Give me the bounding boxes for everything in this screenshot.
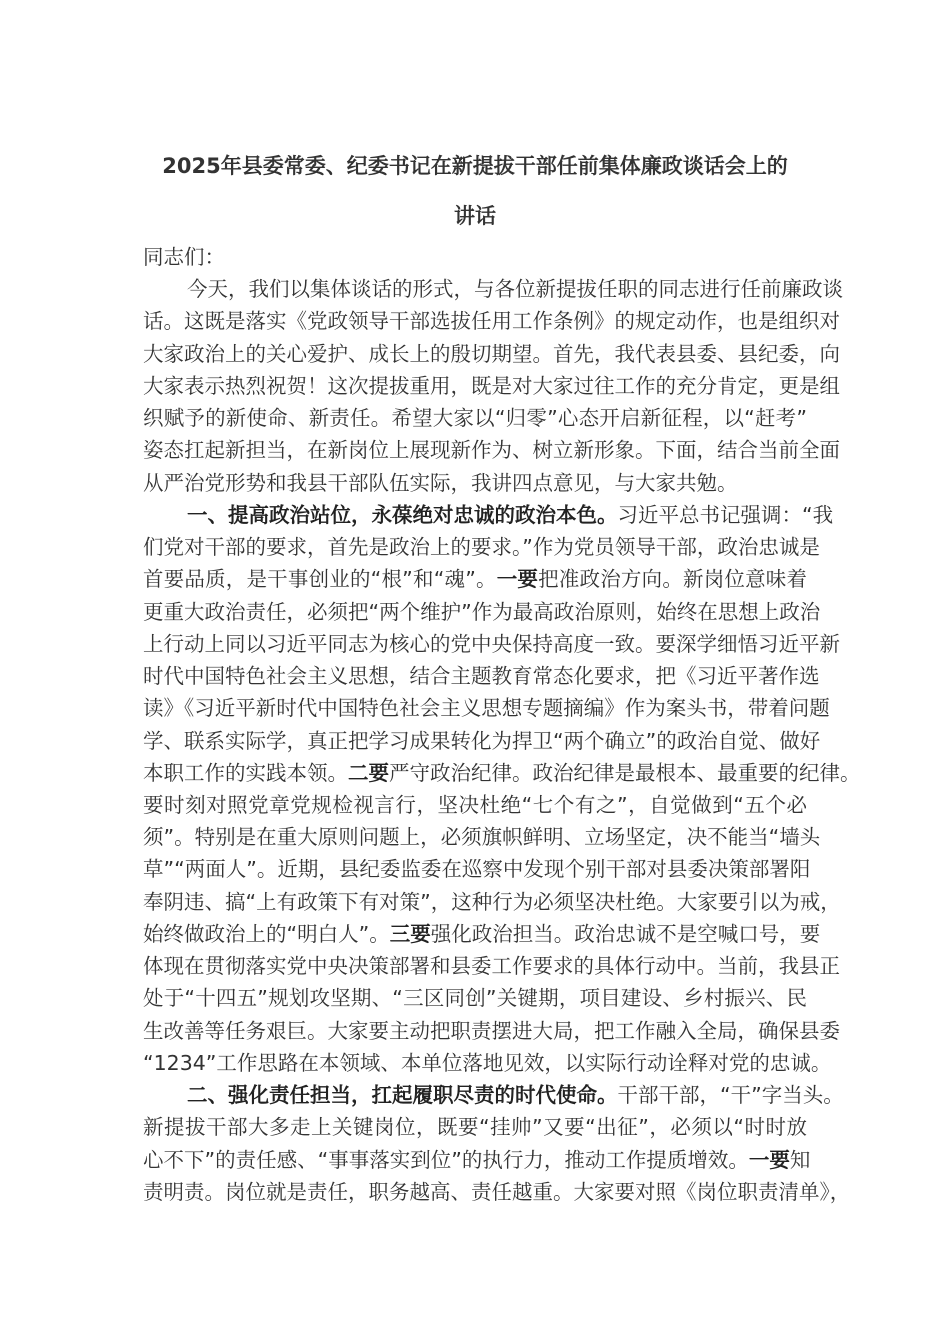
text-run: “1234”工作思路在本领域、本单位落地见效，以实际行动诠释对党的忠诚。: [143, 1050, 832, 1075]
bold-text: 一要: [496, 567, 539, 592]
text-run: 从严治党形势和我县干部队伍实际，我讲四点意见，与大家共勉。: [143, 470, 738, 495]
text-line: [143, 563, 807, 595]
text-run: 处于“十四五”规划攻坚期、“三区同创”关键期，项目建设、乡村振兴、民: [143, 986, 807, 1011]
text-run: 始终做政治上的“明白人”。: [143, 921, 390, 946]
text-line: [143, 1111, 807, 1143]
text-line: [143, 499, 834, 531]
text-line: [143, 467, 807, 499]
text-run: 首要品质，是干事创业的“根”和“魂”。: [143, 567, 497, 592]
text-run: 心不下”的责任感、“事事落实到位”的执行力，推动工作提质增效。: [143, 1147, 749, 1172]
text-run: 须”。特别是在重大原则问题上，必须旗帜鲜明、立场坚定，决不能当“墙头: [143, 825, 821, 850]
text-run: 们党对干部的要求，首先是政治上的要求。”作为党员领导干部，政治忠诚是: [143, 535, 820, 560]
text-run: 草”“两面人”。近期，县纪委监委在巡察中发现个别干部对县委决策部署阳: [143, 857, 811, 882]
text-line: [143, 692, 830, 724]
text-line: [143, 241, 807, 273]
text-run: 读》《习近平新时代中国特色社会主义思想专题摘编》作为案头书，带着问题: [143, 696, 830, 721]
text-line: [143, 789, 807, 821]
document-title-line-1: 2025年县委常委、纪委书记在新提拔干部任前集体廉政谈话会上的: [162, 154, 788, 178]
text-line: [143, 596, 821, 628]
text-line: [143, 886, 841, 918]
text-run: 大家表示热烈祝贺！这次提拔重用，既是对大家过往工作的充分肯定，更是组: [143, 373, 840, 398]
text-line: [143, 1047, 832, 1079]
text-run: 强化政治担当。政治忠诚不是空喊口号，要: [430, 921, 821, 946]
text-line: [143, 1176, 851, 1208]
text-run: 更重大政治责任，必须把“两个维护”作为最高政治原则，始终在思想上政治: [143, 599, 821, 624]
text-run: 责明责。岗位就是责任，职务越高、责任越重。大家要对照《岗位职责清单》，: [143, 1179, 851, 1204]
text-run: 把准政治方向。新岗位意味着: [538, 567, 808, 592]
text-line: [143, 725, 821, 757]
document-body: [143, 241, 861, 1208]
text-line: [143, 660, 820, 692]
text-run: 新提拔干部大多走上关键岗位，既要“挂帅”又要“出征”，必须以“时时放: [143, 1115, 807, 1140]
text-line: [143, 402, 807, 434]
text-run: 习近平总书记强调：“我: [617, 502, 834, 527]
text-line: [143, 821, 821, 853]
text-line: [143, 531, 820, 563]
text-run: 上行动上同以习近平同志为核心的党中央保持高度一致。要深学细悟习近平新: [143, 631, 840, 656]
text-run: 时代中国特色社会主义思想，结合主题教育常态化要求，把《习近平著作选: [143, 664, 820, 689]
text-line: [143, 628, 840, 660]
text-line: [143, 757, 861, 789]
text-line: [143, 918, 821, 950]
bold-text: 三要: [389, 921, 431, 946]
text-run: 织赋予的新使命、新责任。希望大家以“归零”心态开启新征程，以“赶考”: [143, 406, 807, 431]
text-run: 大家政治上的关心爱护、成长上的殷切期望。首先，我代表县委、县纪委，向: [143, 341, 840, 366]
text-run: 严守政治纪律。政治纪律是最根本、最重要的纪律。: [389, 760, 861, 785]
text-run: 本职工作的实践本领。: [143, 760, 348, 785]
text-run: 要时刻对照党章党规检视言行，坚决杜绝“七个有之”，自觉做到“五个必: [143, 792, 807, 817]
text-run: 姿态扛起新担当，在新岗位上展现新作为、树立新形象。下面，结合当前全面: [143, 438, 840, 463]
text-line: [143, 1015, 840, 1047]
bold-text: 一要: [748, 1147, 790, 1172]
text-line: [143, 305, 840, 337]
text-run: 知: [789, 1147, 811, 1172]
text-line: [143, 950, 840, 982]
bold-text: 一、提高政治站位，永葆绝对忠诚的政治本色。: [187, 502, 618, 527]
text-run: 体现在贯彻落实党中央决策部署和县委工作要求的具体行动中。当前，我县正: [143, 954, 840, 979]
bold-text: 二、强化责任担当，扛起履职尽责的时代使命。: [187, 1083, 618, 1108]
text-run: 生改善等任务艰巨。大家要主动把职责摆进大局，把工作融入全局，确保县委: [143, 1018, 840, 1043]
text-line: [143, 982, 807, 1014]
text-line: [143, 338, 840, 370]
text-run: 今天，我们以集体谈话的形式，与各位新提拔任职的同志进行任前廉政谈: [187, 277, 843, 302]
text-run: 学、联系实际学，真正把学习成果转化为捍卫“两个确立”的政治自觉、做好: [143, 728, 821, 753]
text-line: [143, 273, 843, 305]
text-run: 话。这既是落实《党政领导干部选拔任用工作条例》的规定动作，也是组织对: [143, 309, 840, 334]
bold-text: 二要: [348, 760, 389, 785]
text-line: [143, 1079, 844, 1111]
document-title-line-2: 讲话: [454, 204, 496, 228]
text-line: [143, 370, 840, 402]
text-run: 同志们：: [143, 245, 225, 269]
text-line: [143, 1144, 811, 1176]
text-line: [143, 434, 840, 466]
text-run: 奉阴违、搞“上有政策下有对策”，这种行为必须坚决杜绝。大家要引以为戒，: [143, 889, 841, 914]
text-run: 干部干部，“干”字当头。: [617, 1083, 844, 1108]
text-line: [143, 853, 811, 885]
